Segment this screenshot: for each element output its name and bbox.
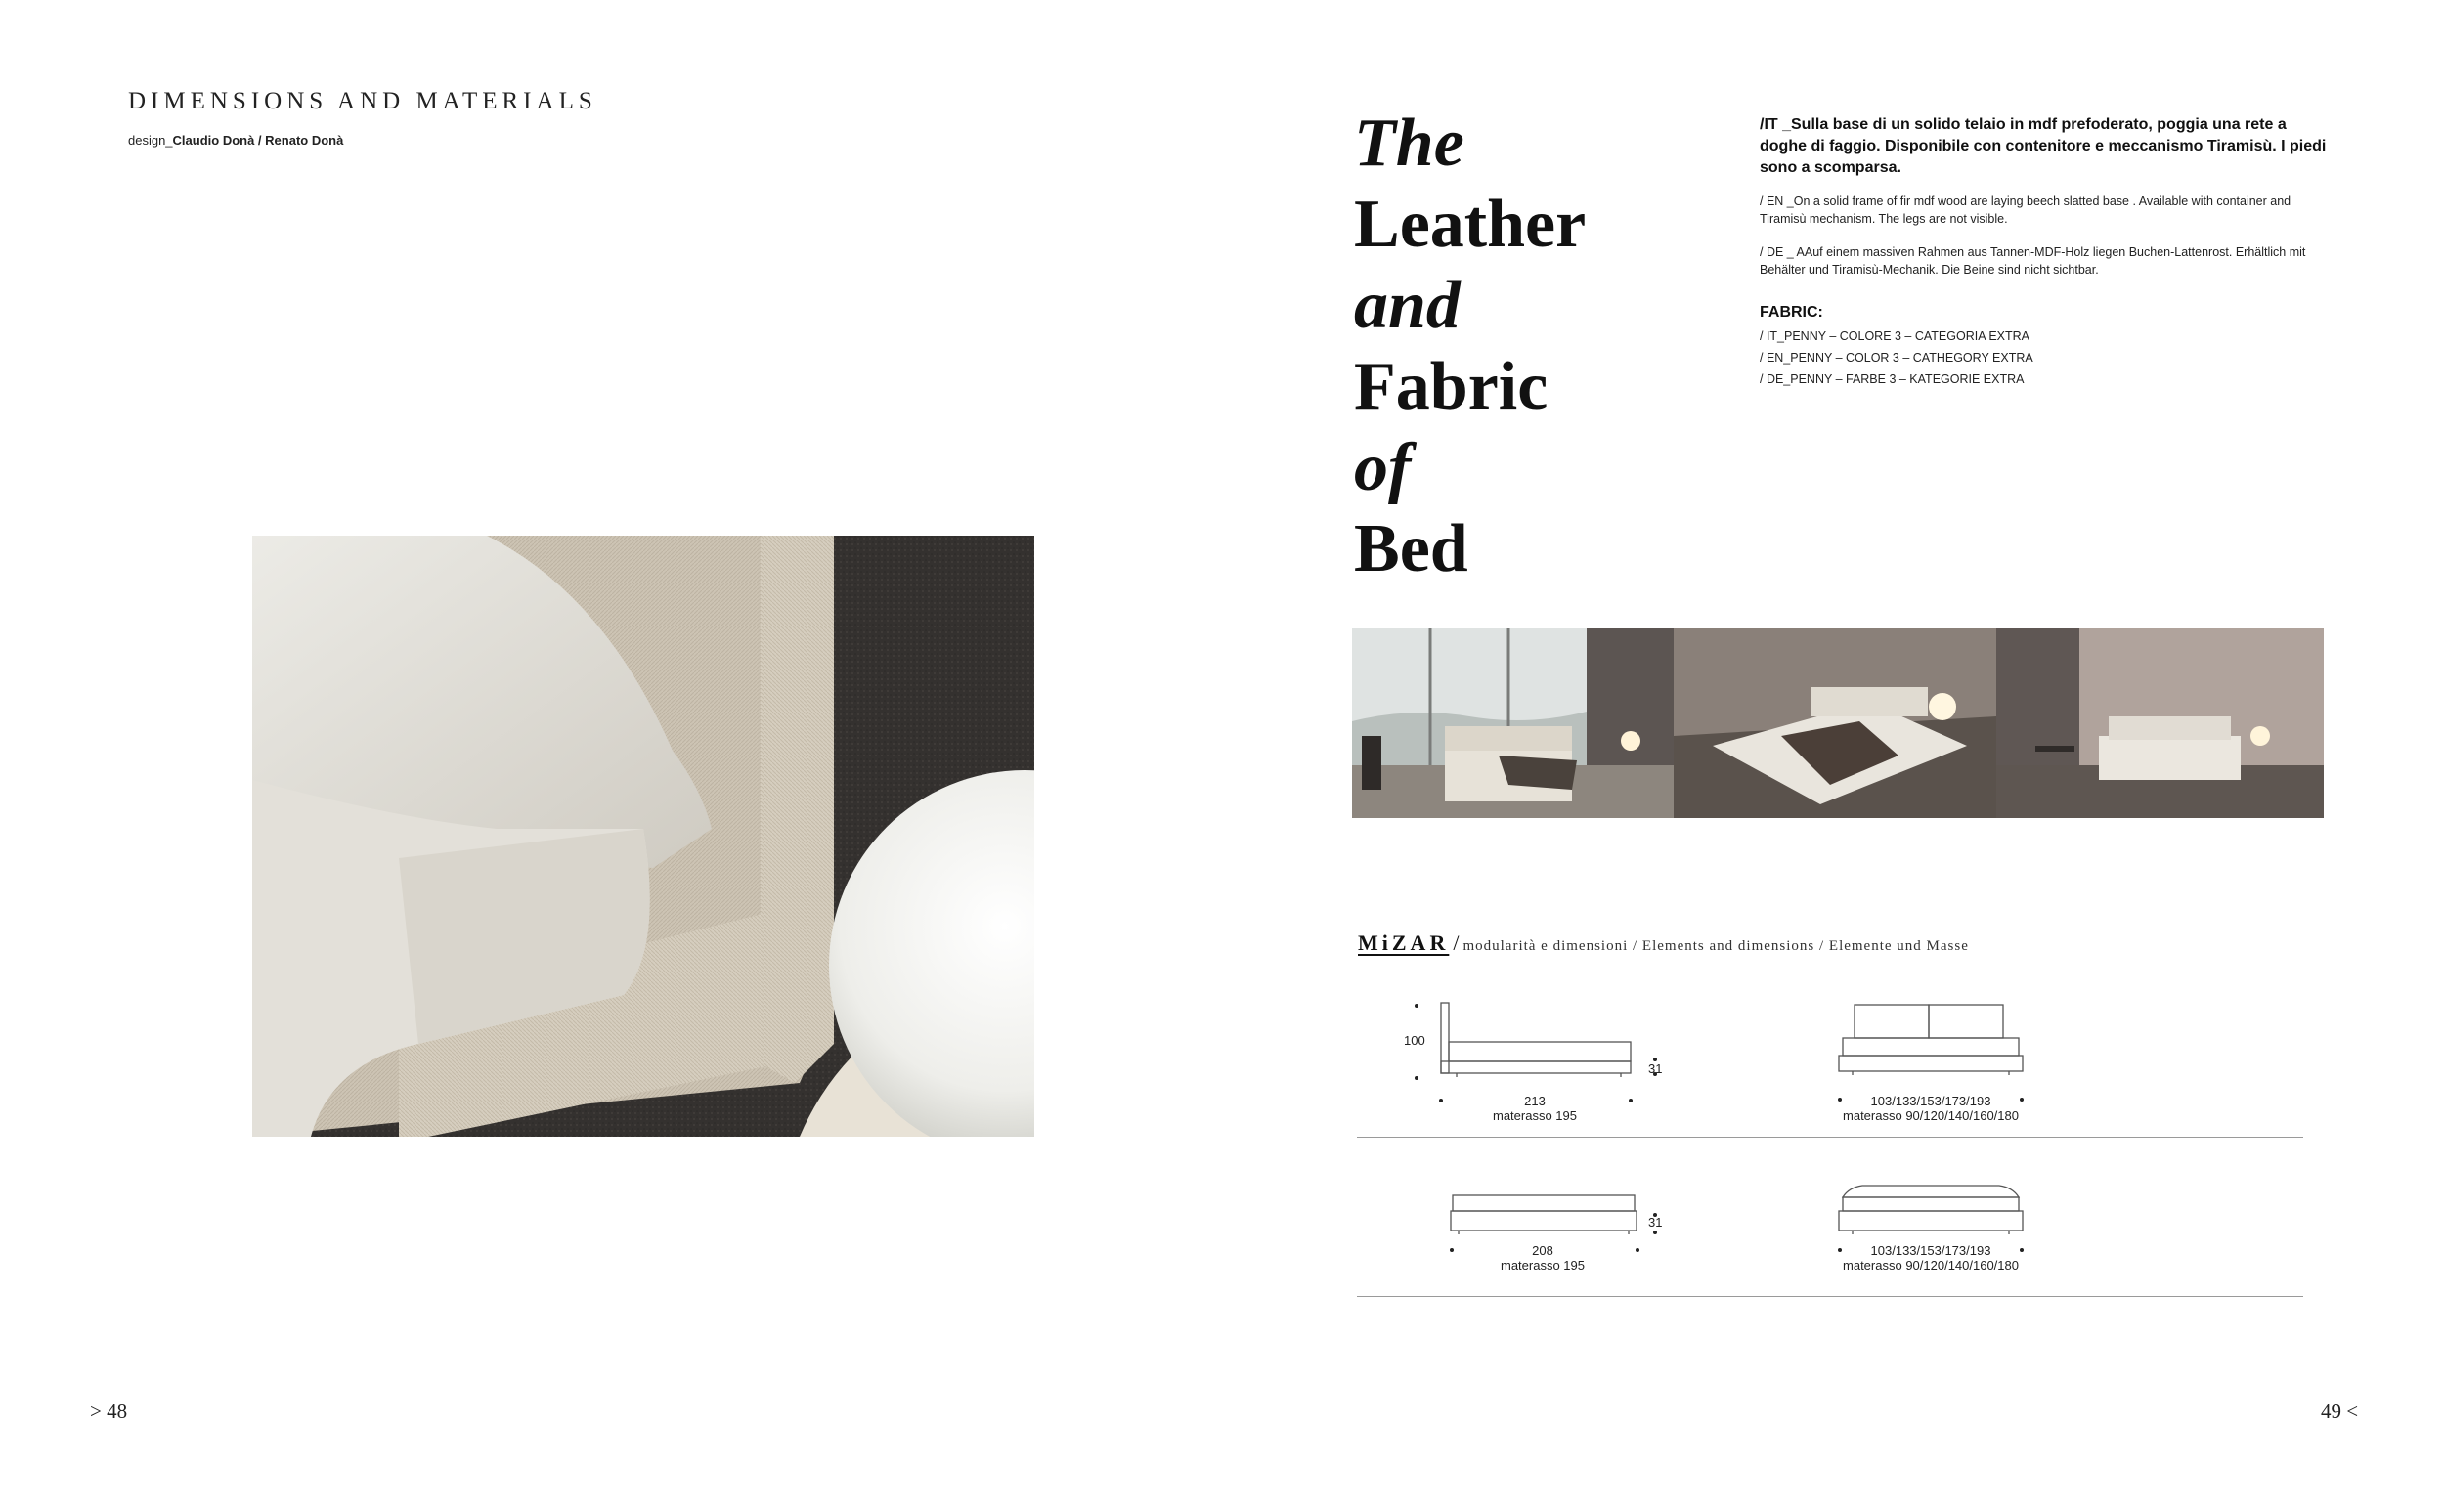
designer-names: Claudio Donà / Renato Donà — [172, 133, 344, 148]
description-de: / DE _ AAuf einem massiven Rahmen aus Tannen-MDF-Holz liegen Buchen-Lattenrost. Erhältlich mit Behälter und Tiramisù-Mechanik. Die Beine sind nicht sichtbar. — [1760, 245, 2306, 277]
bedroom-photo-2 — [1674, 628, 1996, 818]
designer-credit — [128, 133, 343, 148]
length-label: 208 — [1532, 1243, 1553, 1258]
fabric-line-de: / DE_PENNY – FARBE 3 – KATEGORIE EXTRA — [1760, 372, 2025, 386]
mattress-length-label: materasso 195 — [1493, 1108, 1577, 1123]
title-line-the: The — [1354, 106, 1464, 181]
mattress-widths-label: materasso 90/120/140/160/180 — [1843, 1108, 2019, 1123]
title-line-of: of — [1354, 430, 1412, 505]
widths-label: 103/133/153/173/193 — [1870, 1243, 1991, 1258]
mattress-length-label: materasso 195 — [1501, 1258, 1585, 1273]
height-label: 100 — [1404, 1033, 1425, 1048]
bedroom-photo-1 — [1352, 628, 1674, 818]
bedroom-photo-3 — [1996, 628, 2324, 818]
product-name: MiZAR — [1358, 930, 1450, 955]
title-line-bed: Bed — [1354, 511, 1468, 586]
page-number-left: > 48 — [90, 1400, 128, 1423]
page-number-right: 49 < — [2321, 1400, 2359, 1423]
mizar-subtitle: modularità e dimensioni / Elements and dimensions / Elemente und Masse — [1462, 938, 1969, 954]
base-height-label: 31 — [1648, 1061, 1663, 1076]
base-height-label: 31 — [1648, 1215, 1663, 1230]
side-view-drawing-base — [1398, 1168, 1672, 1275]
title-line-leather: Leather — [1354, 187, 1587, 262]
mizar-header — [1358, 930, 1969, 956]
product-description — [1760, 114, 2327, 390]
divider — [1357, 1137, 2303, 1138]
fabric-line-it: / IT_PENNY – COLORE 3 – CATEGORIA EXTRA — [1760, 329, 2030, 343]
designer-prefix: design_ — [128, 133, 173, 148]
length-label: 213 — [1524, 1094, 1546, 1108]
divider — [1357, 1296, 2303, 1297]
title-line-fabric: Fabric — [1354, 349, 1549, 424]
title-line-and: and — [1354, 268, 1461, 343]
front-view-drawing-base — [1823, 1168, 2038, 1275]
section-heading: DIMENSIONS AND MATERIALS — [128, 88, 597, 114]
fabric-line-en: / EN_PENNY – COLOR 3 – CATHEGORY EXTRA — [1760, 351, 2033, 365]
bed-detail-photo — [252, 536, 1034, 1137]
page-title — [1354, 103, 1586, 589]
mizar-slash: / — [1453, 930, 1460, 955]
widths-label: 103/133/153/173/193 — [1870, 1094, 1991, 1108]
description-it: /IT _Sulla base di un solido telaio in mdf prefoderato, poggia una rete a doghe di faggio. Disponibile con contenitore e meccanismo Tiramisù. I piedi sono a scomparsa. — [1760, 116, 2327, 176]
mattress-widths-label: materasso 90/120/140/160/180 — [1843, 1258, 2019, 1273]
fabric-title: FABRIC: — [1760, 304, 1823, 321]
side-view-drawing-headboard — [1398, 997, 1672, 1124]
front-view-drawing-headboard — [1823, 997, 2038, 1124]
description-en: / EN _On a solid frame of fir mdf wood are laying beech slatted base . Available with container and Tiramisù mechanism. The legs are not visible. — [1760, 194, 2291, 226]
